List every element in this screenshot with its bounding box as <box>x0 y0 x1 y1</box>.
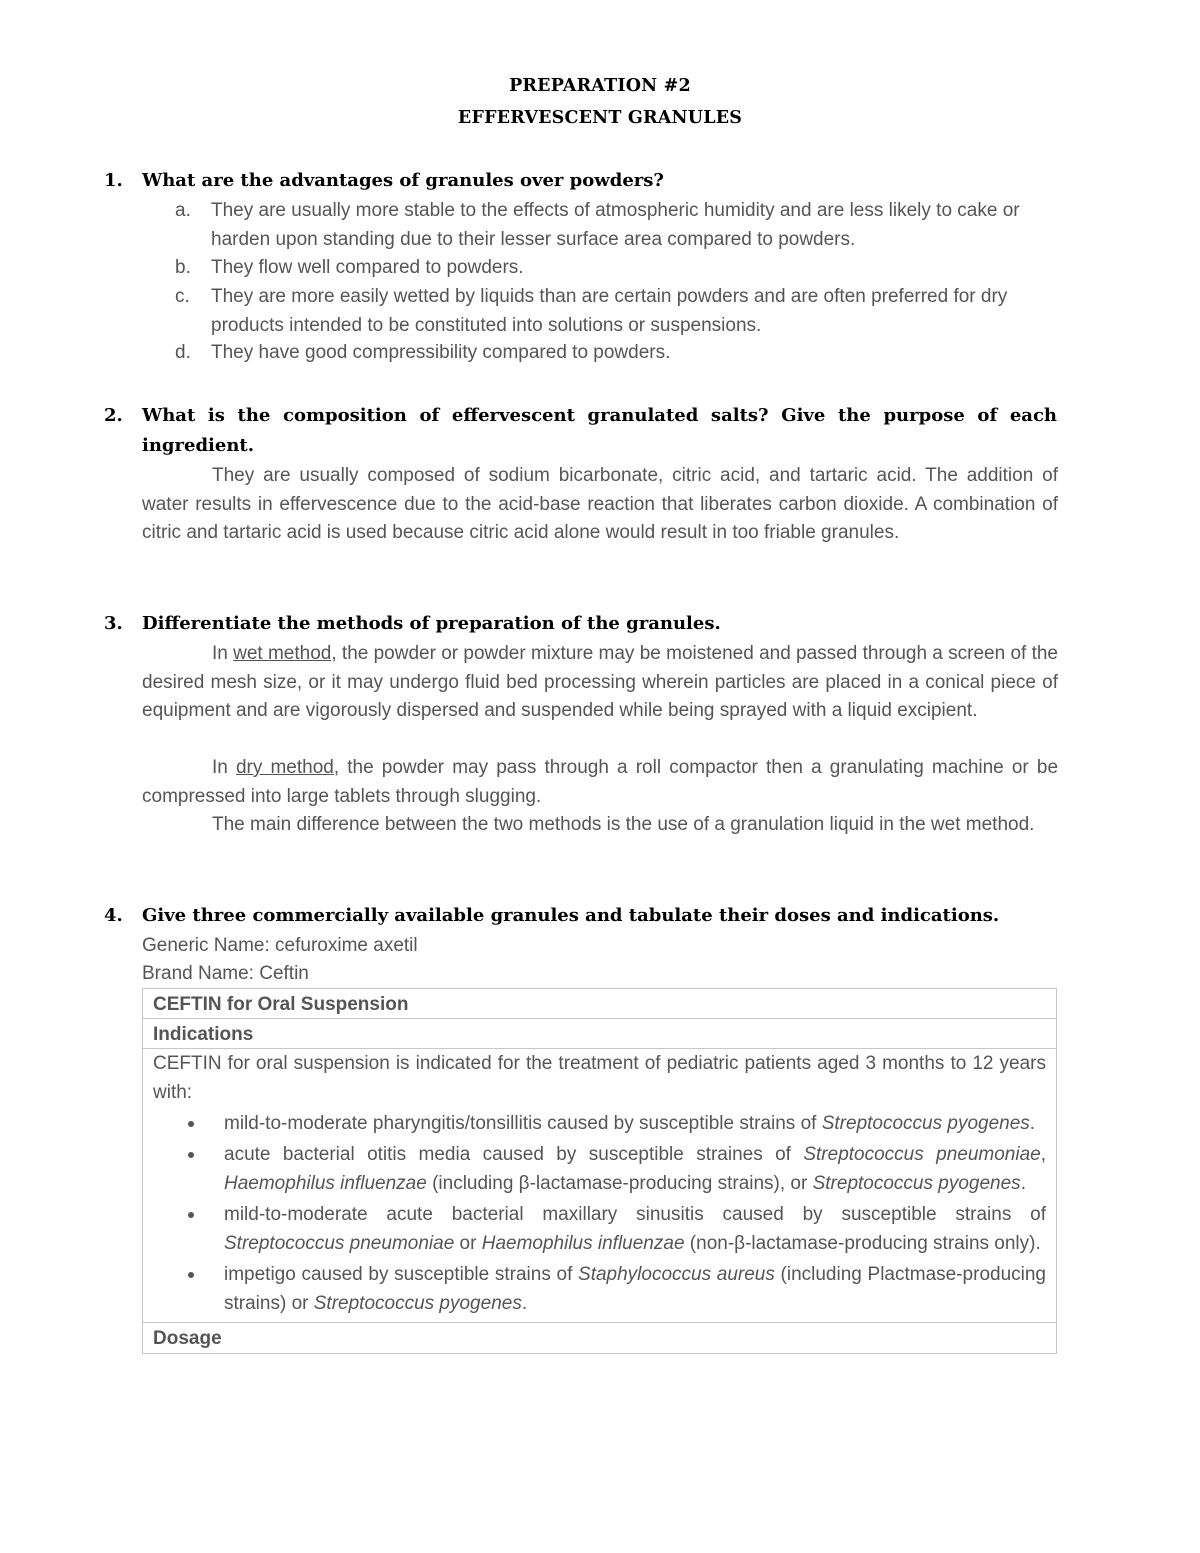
drug-info-table <box>142 988 1057 1354</box>
list-item: mild-to-moderate pharyngitis/tonsillitis caused by susceptible strains of Streptococcus pyogenes. <box>224 1109 1046 1138</box>
bullet-icon <box>188 1272 194 1278</box>
list-letter: d. <box>175 342 191 363</box>
question-number: 4. <box>104 905 123 926</box>
page-subtitle: EFFERVESCENT GRANULES <box>457 108 743 128</box>
list-letter: c. <box>175 286 190 307</box>
answer-3-diff: The main difference between the two methods is the use of a granulation liquid in the wet method. <box>212 814 1035 835</box>
question-number: 1. <box>104 170 123 191</box>
list-text: They are more easily wetted by liquids than are certain powders and are often preferred for dry products intended to be constituted into solutions or suspensions. <box>211 286 1008 336</box>
question-3 <box>104 609 1057 639</box>
page-title: PREPARATION #2 <box>509 76 691 96</box>
answer-2: They are usually composed of sodium bicarbonate, citric acid, and tartaric acid. The addition of water results in effervescence due to the acid-base reaction that liberates carbon dioxide. A combination of citric and tartaric acid is used because citric acid alone would result in too friable granules. <box>142 465 1058 544</box>
question-text: What are the advantages of granules over powders? <box>142 170 664 191</box>
answer-1c <box>175 283 1059 340</box>
list-item: acute bacterial otitis media caused by susceptible straines of Streptococcus pneumoniae, Haemophilus influenzae (including β-lactamase-producing strains), or Streptococcus pyogenes. <box>224 1140 1046 1198</box>
indications-header: Indications <box>143 1019 1056 1049</box>
question-2 <box>104 401 1057 461</box>
question-1 <box>104 166 1057 196</box>
dosage-header: Dosage <box>153 1328 222 1349</box>
list-item: impetigo caused by susceptible strains of Staphylococcus aureus (including Plactmase-producing strains) or Streptococcus pyogenes. <box>224 1260 1046 1318</box>
bullet-icon <box>188 1212 194 1218</box>
question-number: 3. <box>104 613 123 634</box>
indications-intro: CEFTIN for oral suspension is indicated for the treatment of pediatric patients aged 3 months to 12 years with: <box>153 1053 1046 1103</box>
question-text: Differentiate the methods of preparation of the granules. <box>142 613 721 634</box>
answer-1a <box>175 197 1059 254</box>
generic-name: Generic Name: cefuroxime axetil <box>142 935 418 956</box>
question-text: Give three commercially available granules and tabulate their doses and indications. <box>142 905 1000 926</box>
list-letter: b. <box>175 257 191 278</box>
answer-1b <box>175 254 1059 283</box>
question-number: 2. <box>104 405 123 426</box>
list-letter: a. <box>175 200 191 221</box>
list-text: They are usually more stable to the effects of atmospheric humidity and are less likely to cake or harden upon standing due to their lesser surface area compared to powders. <box>211 200 1020 250</box>
answer-1d <box>175 339 1059 368</box>
table-header: CEFTIN for Oral Suspension <box>143 989 1056 1019</box>
indications-cell <box>143 1049 1056 1323</box>
bullet-icon <box>188 1121 194 1127</box>
brand-name: Brand Name: Ceftin <box>142 963 309 984</box>
list-item: mild-to-moderate acute bacterial maxillary sinusitis caused by susceptible strains of Streptococcus pneumoniae or Haemophilus influenzae (non-β-lactamase-producing strains only). <box>224 1200 1046 1258</box>
bullet-icon <box>188 1152 194 1158</box>
list-text: They have good compressibility compared to powders. <box>211 342 671 363</box>
question-text: What is the composition of effervescent granulated salts? Give the purpose of each ingredient. <box>142 405 1057 456</box>
wet-method-term: wet method <box>233 643 332 664</box>
list-text: They flow well compared to powders. <box>211 257 524 278</box>
question-4 <box>104 901 1057 931</box>
dry-method-term: dry method <box>235 757 334 778</box>
answer-3-wet: In wet method, the powder or powder mixture may be moistened and passed through a screen of the desired mesh size, or it may undergo fluid bed processing wherein particles are placed in a conical piece of equipment and are vigorously dispersed and suspended while being sprayed with a liquid excipient. <box>142 643 1058 722</box>
answer-3-dry: In dry method, the powder may pass through a roll compactor then a granulating machine or be compressed into large tablets through slugging. <box>142 757 1059 807</box>
